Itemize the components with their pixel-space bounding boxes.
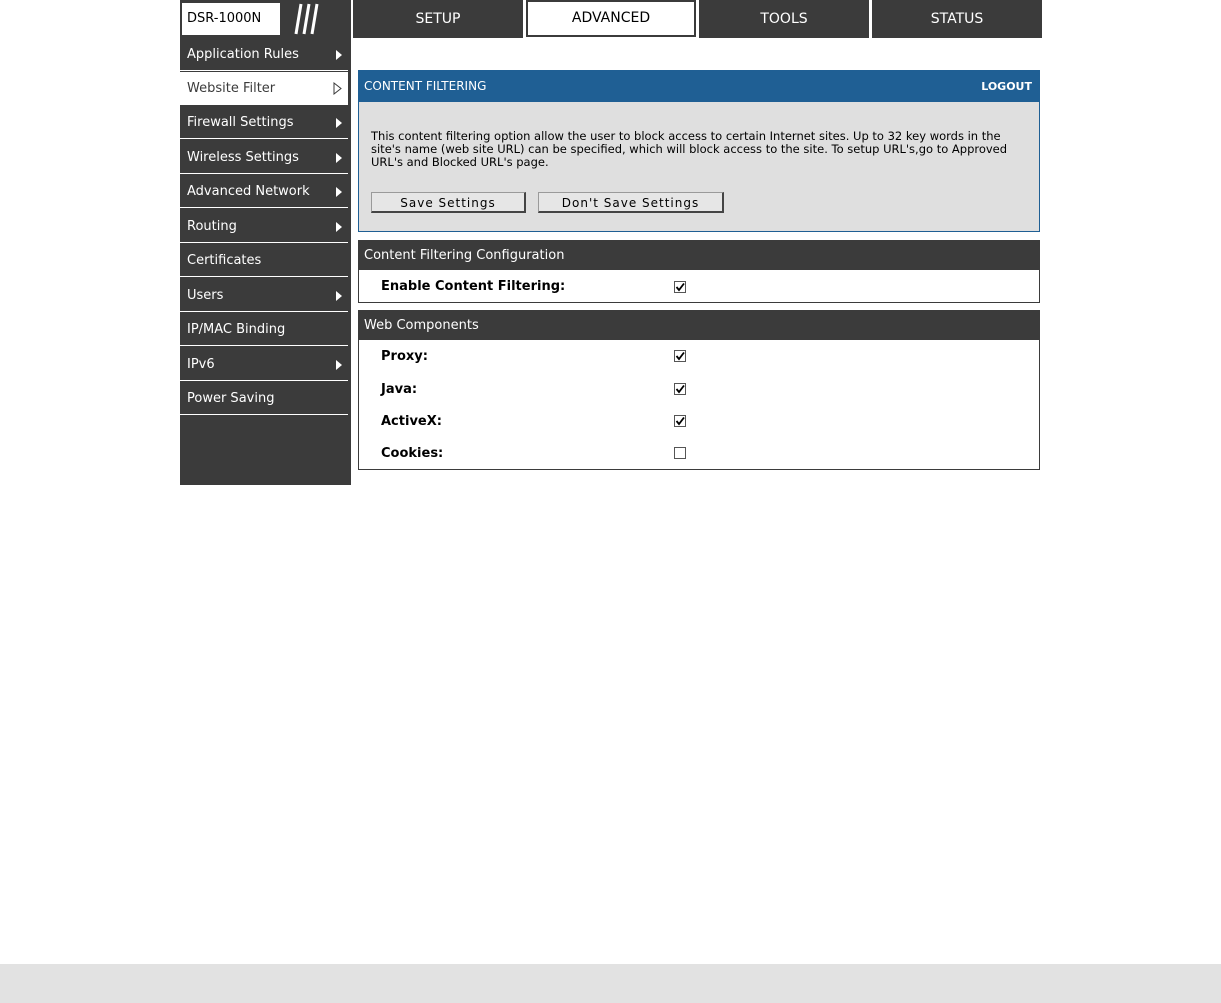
chevron-right-icon xyxy=(336,291,342,301)
logo-area xyxy=(180,0,351,38)
sidebar xyxy=(180,38,351,485)
top-bar xyxy=(180,0,1045,38)
java-label: Java: xyxy=(381,382,418,397)
sidebar-item-label: Firewall Settings xyxy=(187,115,294,130)
tab-tools[interactable]: TOOLS xyxy=(699,0,869,38)
sidebar-item-label: Wireless Settings xyxy=(187,150,299,165)
web-components-section xyxy=(358,310,1040,470)
sidebar-item-website-filter[interactable] xyxy=(180,72,348,105)
sidebar-item-label: Users xyxy=(187,288,224,303)
sidebar-item-power-saving[interactable] xyxy=(180,382,348,415)
sidebar-item-ipv6[interactable] xyxy=(180,348,348,381)
checkmark-icon xyxy=(675,384,685,394)
tab-advanced[interactable]: ADVANCED xyxy=(526,0,696,37)
java-checkbox[interactable] xyxy=(674,383,686,395)
panel-title: CONTENT FILTERING xyxy=(364,79,487,93)
section-title: Content Filtering Configuration xyxy=(359,241,1039,270)
checkmark-icon xyxy=(675,351,685,361)
sidebar-item-users[interactable] xyxy=(180,279,348,312)
sidebar-item-label: IPv6 xyxy=(187,357,215,372)
sidebar-item-label: Website Filter xyxy=(187,81,276,96)
sidebar-item-label: Routing xyxy=(187,219,237,234)
chevron-right-icon xyxy=(336,360,342,370)
router-admin-app xyxy=(180,0,1045,485)
sidebar-item-firewall-settings[interactable] xyxy=(180,106,348,139)
sidebar-item-advanced-network[interactable] xyxy=(180,175,348,208)
sidebar-item-label: IP/MAC Binding xyxy=(187,322,286,337)
chevron-right-icon xyxy=(336,118,342,128)
model-name: DSR-1000N xyxy=(182,3,280,35)
content-filtering-panel xyxy=(358,70,1040,232)
sidebar-item-certificates[interactable] xyxy=(180,244,348,277)
content-filtering-config-section xyxy=(358,240,1040,303)
sidebar-item-label: Advanced Network xyxy=(187,184,310,199)
sidebar-item-ip-mac-binding[interactable] xyxy=(180,313,348,346)
sidebar-item-application-rules[interactable] xyxy=(180,38,348,71)
logout-link[interactable]: LOGOUT xyxy=(981,80,1032,93)
chevron-right-icon xyxy=(336,222,342,232)
tab-setup[interactable]: SETUP xyxy=(353,0,523,38)
proxy-label: Proxy: xyxy=(381,349,428,364)
chevron-right-icon xyxy=(336,50,342,60)
dont-save-settings-button[interactable]: Don't Save Settings xyxy=(538,192,724,213)
enable-content-filtering-checkbox[interactable] xyxy=(674,281,686,293)
chevron-right-icon xyxy=(336,153,342,163)
sidebar-item-label: Application Rules xyxy=(187,47,299,62)
cookies-label: Cookies: xyxy=(381,446,444,461)
enable-content-filtering-label: Enable Content Filtering: xyxy=(381,279,566,294)
proxy-checkbox[interactable] xyxy=(674,350,686,362)
chevron-right-outline-icon xyxy=(333,82,343,95)
sidebar-item-label: Certificates xyxy=(187,253,262,268)
cookies-checkbox[interactable] xyxy=(674,447,686,459)
activex-label: ActiveX: xyxy=(381,414,442,429)
sidebar-item-wireless-settings[interactable] xyxy=(180,141,348,174)
footer-bar xyxy=(0,964,1221,1003)
slashes-logo-icon xyxy=(284,0,324,38)
panel-description: This content filtering option allow the user to block access to certain Internet sites. Up to 32 key words in the site's name (web site URL) can be specified, which will block access to the site. To setup URL's,go to Approved URL's and Blocked URL's page. xyxy=(371,129,1008,169)
activex-checkbox[interactable] xyxy=(674,415,686,427)
panel-header xyxy=(359,71,1039,102)
section-title: Web Components xyxy=(359,311,1039,340)
chevron-right-icon xyxy=(336,187,342,197)
sidebar-item-label: Power Saving xyxy=(187,391,275,406)
tab-status[interactable]: STATUS xyxy=(872,0,1042,38)
sidebar-item-routing[interactable] xyxy=(180,210,348,243)
save-settings-button[interactable]: Save Settings xyxy=(371,192,526,213)
checkmark-icon xyxy=(675,282,685,292)
main-nav xyxy=(353,0,1045,38)
checkmark-icon xyxy=(675,416,685,426)
